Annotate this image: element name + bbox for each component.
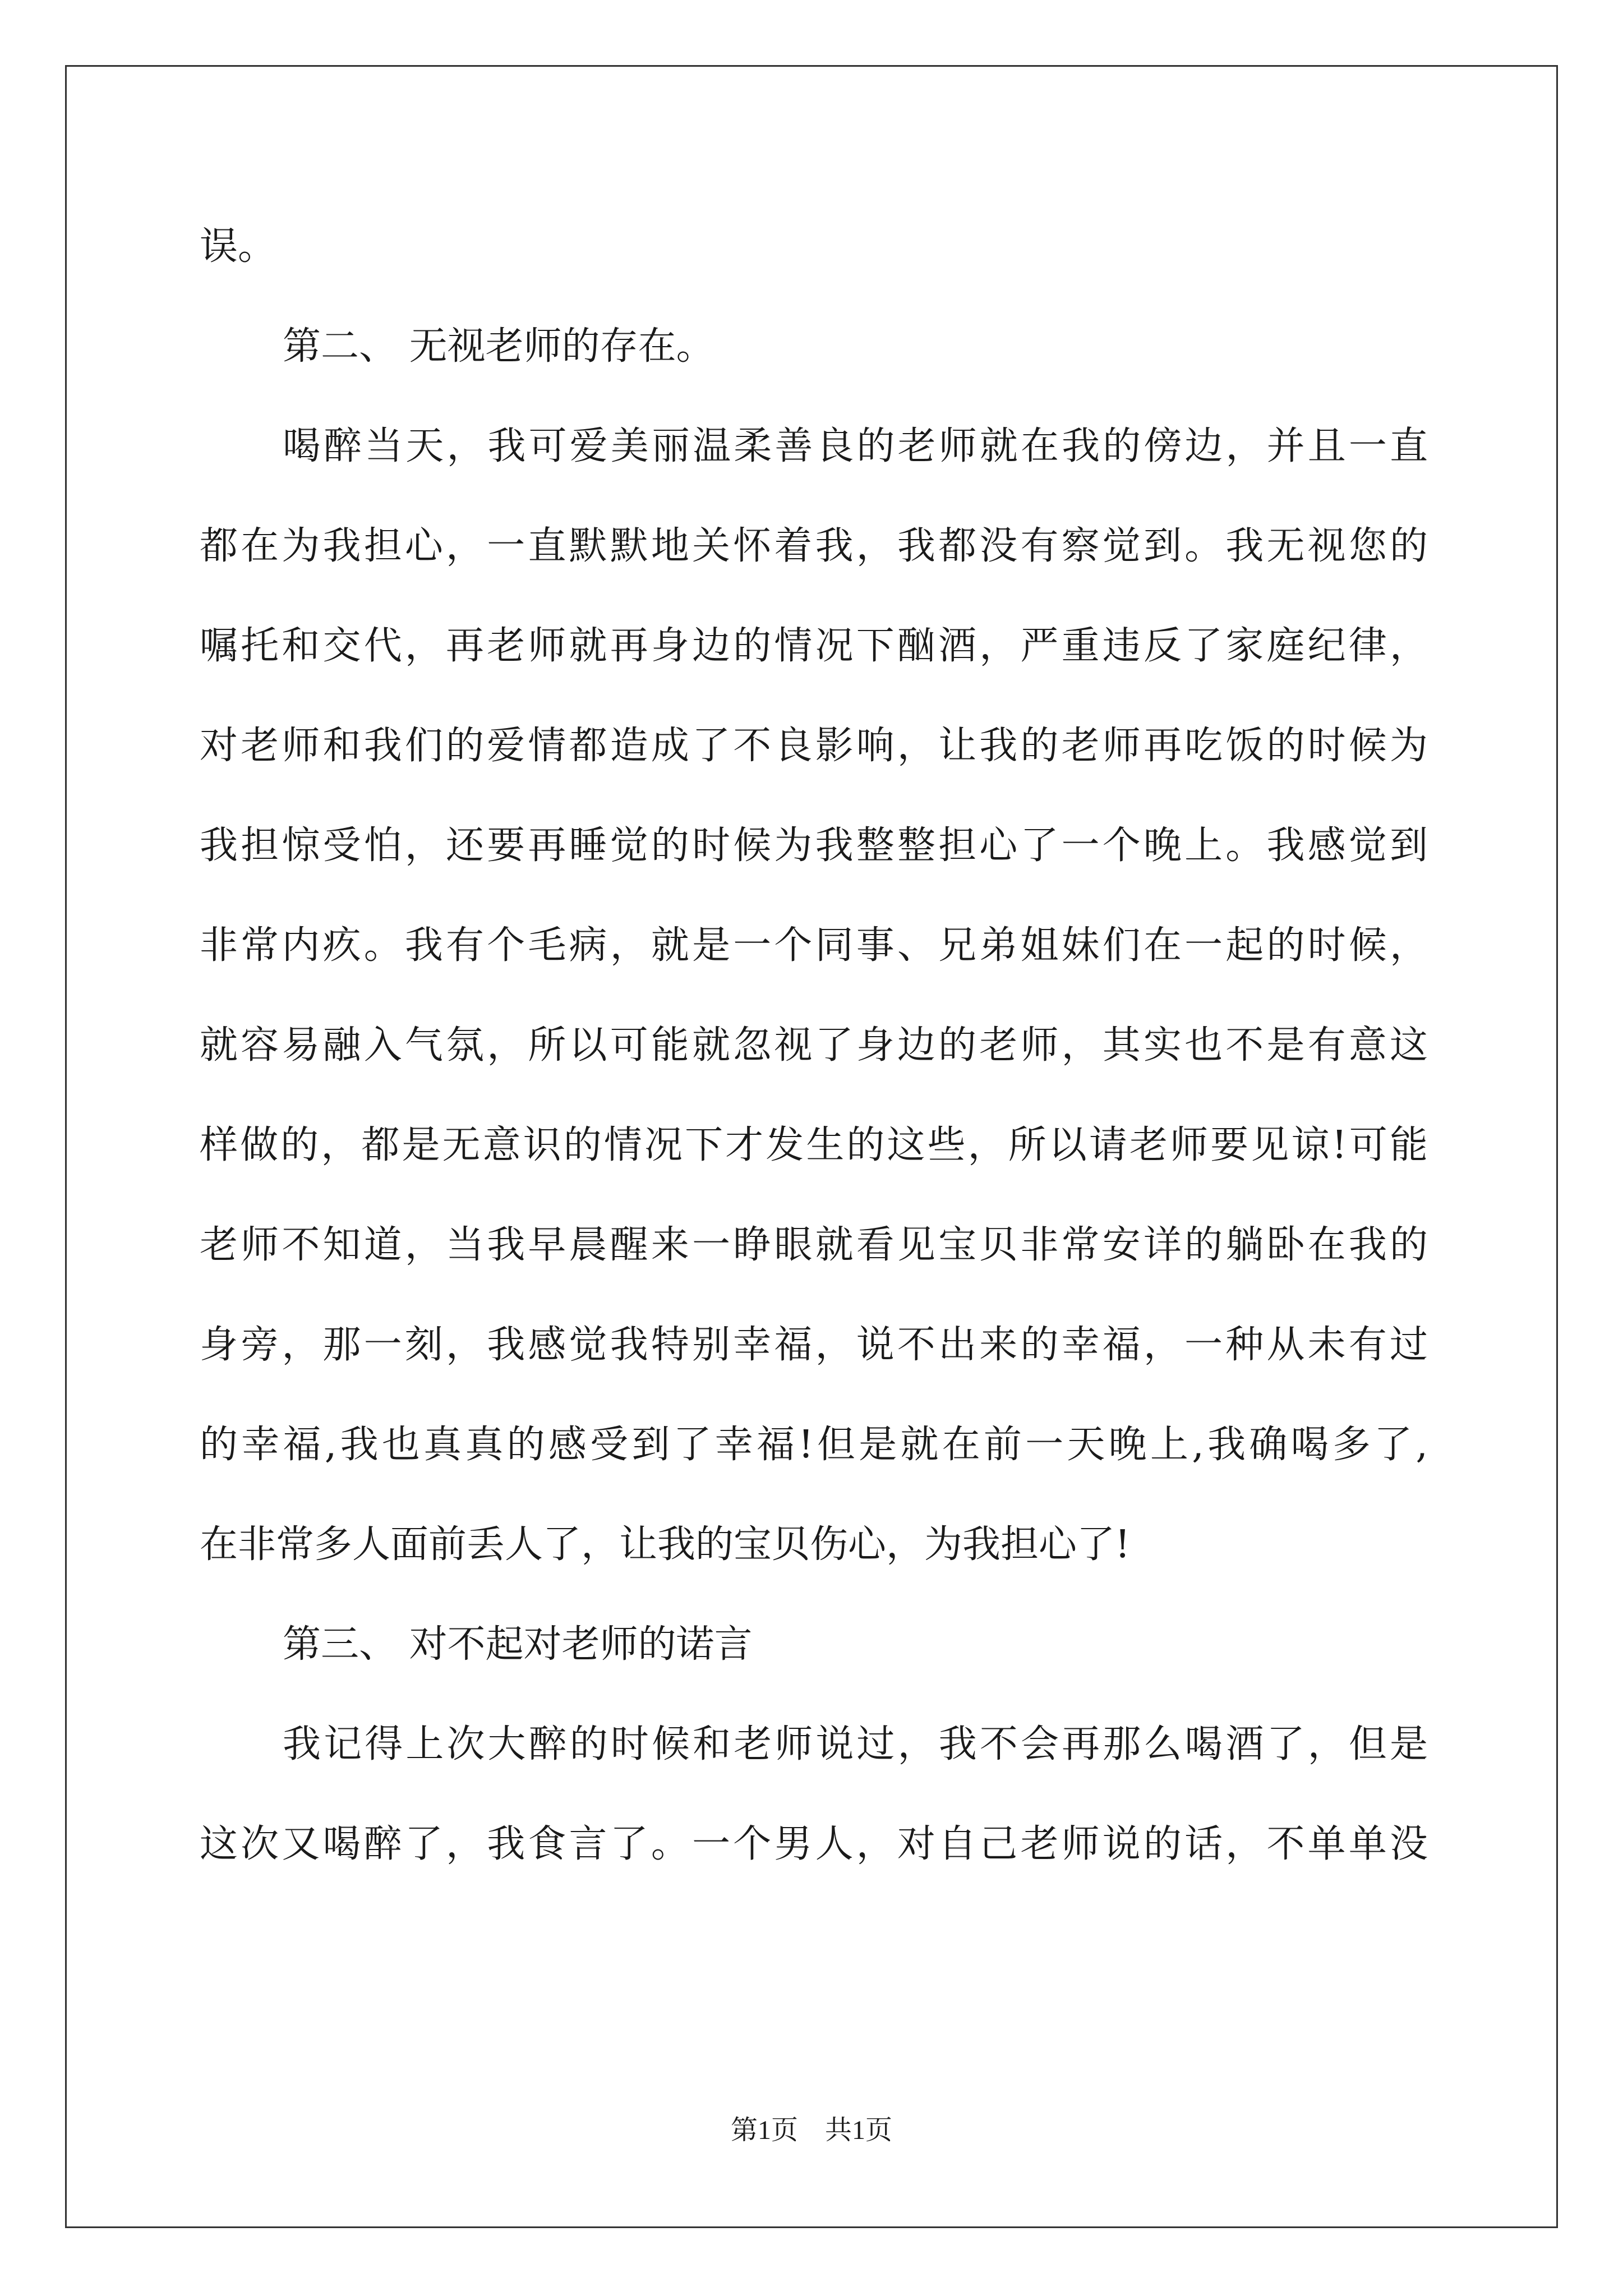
text-line: 误。 — [200, 224, 276, 269]
section-heading: 第二、 无视老师的存在。 — [283, 324, 714, 369]
page-footer — [0, 2114, 1623, 2147]
page-number: 第1页 — [730, 2115, 798, 2145]
page-total: 共1页 — [825, 2115, 893, 2145]
text-line: 老师不知道，当我早晨醒来一睁眼就看见宝贝非常安详的躺卧在我的 — [200, 1223, 1428, 1267]
text-line: 我记得上次大醉的时候和老师说过，我不会再那么喝酒了，但是 — [283, 1722, 1428, 1766]
text-line: 喝醉当天，我可爱美丽温柔善良的老师就在我的傍边，并且一直 — [283, 424, 1428, 468]
text-line: 的幸福,我也真真的感受到了幸福!但是就在前一天晚上,我确喝多了, — [200, 1423, 1428, 1467]
text-line: 身旁，那一刻，我感觉我特别幸福，说不出来的幸福，一种从未有过 — [200, 1323, 1428, 1367]
text-line: 嘱托和交代，再老师就再身边的情况下酗酒，严重违反了家庭纪律， — [200, 624, 1428, 668]
text-line: 对老师和我们的爱情都造成了不良影响，让我的老师再吃饭的时候为 — [200, 724, 1428, 768]
text-line: 样做的，都是无意识的情况下才发生的这些，所以请老师要见谅!可能 — [200, 1123, 1428, 1167]
text-line: 这次又喝醉了，我食言了。一个男人，对自己老师说的话，不单单没 — [200, 1822, 1428, 1866]
text-line: 非常内疚。我有个毛病，就是一个同事、兄弟姐妹们在一起的时候， — [200, 923, 1428, 968]
text-line: 在非常多人面前丢人了，让我的宝贝伤心，为我担心了! — [200, 1522, 1131, 1567]
text-line: 都在为我担心，一直默默地关怀着我，我都没有察觉到。我无视您的 — [200, 524, 1428, 568]
section-heading: 第三、 对不起对老师的诺言 — [283, 1622, 753, 1667]
text-line: 我担惊受怕，还要再睡觉的时候为我整整担心了一个晚上。我感觉到 — [200, 823, 1428, 868]
text-line: 就容易融入气氛，所以可能就忽视了身边的老师，其实也不是有意这 — [200, 1023, 1428, 1068]
